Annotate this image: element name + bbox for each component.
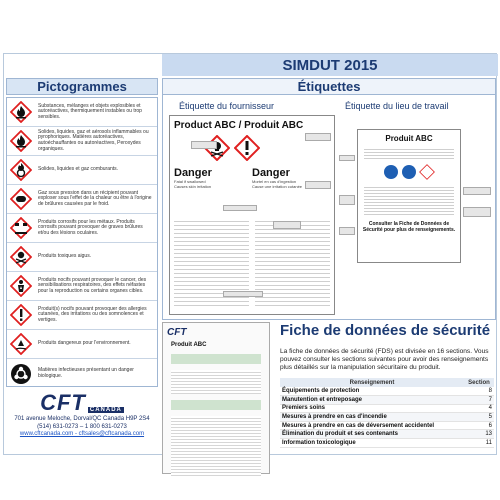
danger-fr: Danger [252,167,290,179]
callout-workplace-precautions [463,207,491,217]
pictogram-row [7,301,157,330]
sds-table-row [280,439,494,448]
etiquettes-heading-bar [162,78,496,95]
workplace-label [357,129,461,263]
pictogram-column [6,78,158,450]
pictogram-description: Produit(s) nocifs pouvant provoquer des allergies cutanées, des irritations ou des somnolences et vertiges. [38,305,147,323]
sds-table-row [280,430,494,439]
pictogram-description: Matières infectieuses présentant un danger biologique. [38,366,134,379]
poster-title-bar [162,54,498,76]
flame-icon [7,127,35,155]
pictogram-row [7,330,157,359]
workplace-label-title: Étiquette du lieu de travail [345,101,449,111]
sds-table-header [280,378,494,387]
sds-row-label: Manutention et entreposage [280,396,464,405]
sds-row-section: 13 [464,430,494,439]
logo-suffix: CANADA [89,407,122,413]
corrosion-icon [7,214,35,242]
workplace-ppe-icons [358,165,460,179]
callout-workplace-sds [339,227,355,235]
col-section: Section [464,378,494,387]
sds-heading: Fiche de données de sécurité [280,322,491,339]
sds-table-row [280,404,494,413]
callout-signal-word [305,181,331,189]
sds-row-section: 5 [464,413,494,422]
sds-row-section: 8 [464,387,494,396]
workplace-text-lines [364,147,454,161]
pictogram-list [6,97,158,387]
labels-column [162,78,496,446]
sds-row-section: 6 [464,421,494,430]
sds-table-row [280,396,494,405]
exclamation-icon [234,135,260,161]
sds-intro: La fiche de données de sécurité (FDS) est divisée en 16 sections. Vous pouvez consulter les sections suivantes pour avoir des renseignements plus détaillés sur la manipulation sécuritaire du produit. [280,348,489,371]
pictogram-description: Produits corrosifs pour les métaux. Produits corrosifs pouvant provoquer de graves brûlures et/ou des lésions oculaires. [38,218,143,236]
sds-row-label: Mesures à prendre en cas de déversement accidentel [280,421,464,430]
callout-workplace-safe-use [339,195,355,205]
sds-table-row [280,421,494,430]
sds-thumb-lines-2 [171,416,261,476]
sds-row-label: Équipements de protection [280,387,464,396]
sds-thumb-logo: CFT [167,327,187,338]
exclamation-icon [7,301,35,329]
pictogram-row [7,185,157,214]
gloves-icon [384,165,398,179]
exclamation-icon [419,164,435,180]
poster-title: SIMDUT 2015 [282,56,378,74]
sds-row-section: 4 [464,404,494,413]
sds-row-label: Premiers soins [280,404,464,413]
sds-thumb-lines-1 [171,370,261,394]
callout-product-id [305,133,331,141]
company-web-link[interactable]: www.cftcanada.com - cftsales@cftcanada.com [19,431,145,437]
supplier-label-title: Étiquette du fournisseur [179,101,275,111]
sds-row-label: Élimination du produit et ses contenants [280,430,464,439]
pictogram-row [7,127,157,156]
pictogram-description: Solides, liquides et gaz comburants. [38,166,119,173]
simdut-poster [3,53,497,455]
pictogram-row [7,156,157,185]
precautions-fr-lines [255,218,330,306]
company-block [6,390,158,450]
gas-cylinder-icon [7,185,35,213]
workplace-text-lines-2 [364,185,454,215]
company-address: 701 avenue Meloche, Dorval/QC Canada H9P 2S4 [14,416,150,422]
callout-workplace-product [339,155,355,161]
pictogram-row [7,243,157,272]
sds-row-section: 11 [464,439,494,448]
health-hazard-icon [7,272,35,300]
sds-row-label: Information toxicologique [280,439,464,448]
supplier-product-name: Product ABC / Produit ABC [174,120,304,131]
hazard-statement-fr: Mortel en cas d'ingestion Cause une irritation cutanée [252,179,303,189]
workplace-product-name: Produit ABC [385,134,433,143]
sds-thumb-section-2 [171,400,261,410]
pictogram-row [7,359,157,388]
pictogram-row [7,272,157,301]
workplace-sds-note: Consulter la Fiche de Données de Sécurité pour plus de renseignements. [362,221,456,233]
pictogram-description: Produits toxiques aigus. [38,253,92,260]
skull-crossbones-icon [7,243,35,271]
company-phone: (514) 631-0273 – 1 800 631-0273 [37,423,127,430]
pictogram-description: Gaz sous pression dans un récipient pouvant exploser sous l'effet de la chaleur ou être à l'origine de brûlures causées par le froid. [38,189,152,207]
flame-over-circle-icon [7,156,35,184]
sds-section-table [280,378,494,448]
pictogram-row [7,214,157,243]
etiquettes-heading: Étiquettes [297,79,361,94]
pictogram-description: Produits dangereux pour l'environnement. [38,340,131,347]
callout-workplace-hazard [463,187,491,195]
sds-table-row [280,387,494,396]
danger-en: Danger [174,167,212,179]
sds-table-row [280,413,494,422]
callout-supplier-id [223,291,263,297]
callout-precautions [273,221,301,229]
pictogram-row [7,98,157,127]
environment-icon [7,330,35,358]
goggles-icon [402,165,416,179]
callout-pictograms [191,141,217,149]
flame-icon [7,98,35,126]
pictogram-description: Substances, mélanges et objets explosibles et autoréactives, thermiquement instables ou trop sensibles. [38,102,142,120]
biohazard-icon [7,360,35,388]
sds-thumbnail [162,322,270,474]
sds-thumb-title: Produit ABC [171,342,207,348]
hazard-statement-en: Fatal if swallowed Causes skin irritation [174,179,212,189]
pictogram-description: Produits nocifs pouvant provoquer le cancer, des sensibilisations respiratoires, des effets néfastes pour la reproduction ou certains organes cibles. [38,276,147,294]
callout-hazard [223,205,257,211]
sds-thumb-section-1 [171,354,261,364]
sds-row-section: 7 [464,396,494,405]
company-logo [40,390,124,416]
logo-text: CFT [40,390,86,415]
sds-row-label: Mesures à prendre en cas d'incendie [280,413,464,422]
pictogram-description: Solides, liquides, gaz et aérosols inflammables ou pyrophoriques. Matières autoréactives, autoéchauffantes ou autoréactives, Peroxydes organiques. [38,128,149,152]
col-renseignement: Renseignement [280,378,464,387]
pictogram-heading-bar [6,78,158,95]
etiquettes-panel [162,95,496,320]
pictogram-heading: Pictogrammes [37,79,127,94]
